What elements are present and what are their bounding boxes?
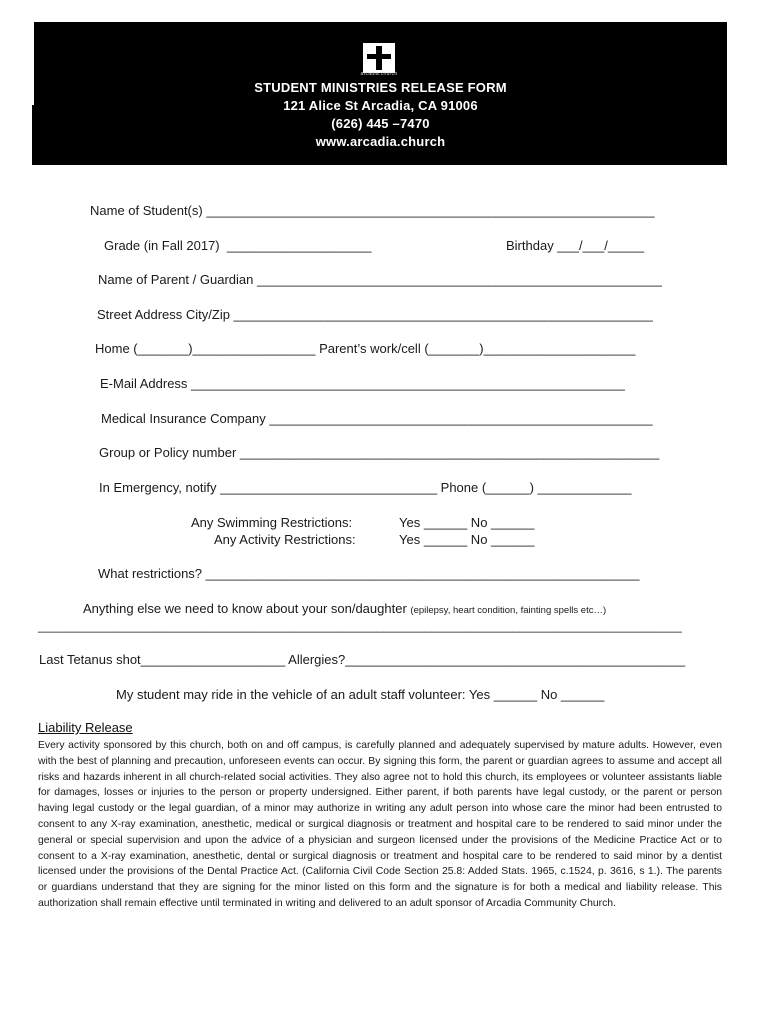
student-name-field[interactable]: Name of Student(s) ______________________________________________________________ [90, 203, 655, 218]
birthday-field[interactable]: Birthday ___/___/_____ [506, 238, 645, 253]
emergency-contact-field[interactable]: In Emergency, notify ______________________________ Phone (______) _____________ [99, 480, 632, 495]
policy-number-field[interactable]: Group or Policy number __________________________________________________________ [99, 445, 660, 460]
anything-else-line[interactable]: _______________________________________________________________________________________________ [38, 619, 682, 633]
vehicle-permission-field[interactable]: My student may ride in the vehicle of an adult staff volunteer: Yes ______ No ______ [116, 687, 605, 702]
liability-release-title: Liability Release [38, 720, 133, 735]
swimming-restrictions-label: Any Swimming Restrictions: [191, 515, 353, 530]
church-website: www.arcadia.church [315, 134, 446, 149]
anything-else-label [83, 601, 606, 616]
home-phone-field[interactable]: Home (_______)_________________ Parent’s work/cell (_______)_____________________ [95, 341, 636, 356]
email-field[interactable]: E-Mail Address ____________________________________________________________ [100, 376, 625, 391]
church-phone: (626) 445 –7470 [331, 116, 430, 131]
anything-else-note: (epilepsy, heart condition, fainting spells etc…) [410, 605, 607, 616]
anything-else-text: Anything else we need to know about your son/daughter [83, 601, 407, 616]
activity-yes-no[interactable]: Yes ______ No ______ [399, 532, 535, 547]
street-address-field[interactable]: Street Address City/Zip __________________________________________________________ [97, 307, 653, 322]
church-address: 121 Alice St Arcadia, CA 91006 [283, 98, 478, 113]
tetanus-allergies-field[interactable]: Last Tetanus shot____________________ Allergies?_______________________________________________ [39, 652, 686, 667]
form-header [34, 22, 727, 165]
insurance-field[interactable]: Medical Insurance Company _____________________________________________________ [101, 411, 653, 426]
form-title: STUDENT MINISTRIES RELEASE FORM [254, 80, 507, 95]
activity-restrictions-label: Any Activity Restrictions: [214, 532, 356, 547]
swimming-yes-no[interactable]: Yes ______ No ______ [399, 515, 535, 530]
grade-field[interactable]: Grade (in Fall 2017) ____________________ [104, 238, 372, 253]
parent-name-field[interactable]: Name of Parent / Guardian ________________________________________________________ [98, 272, 662, 287]
what-restrictions-field[interactable]: What restrictions? ____________________________________________________________ [98, 566, 640, 581]
church-cross-logo-icon [363, 43, 395, 73]
logo-caption: arcadia.church [360, 71, 398, 77]
liability-release-body: Every activity sponsored by this church, both on and off campus, is carefully planned and adequately supervised by mature adults. However, even with the best of planning and precaution, unforeseen events can occur. By signing this form, the parent or guardian agrees to assume and accept all risks and hazards inherent in all church-related social activities. They also agree not to hold this church, its employees or volunteer assistants liable for damages, losses or injuries to the person or property undersigned. Either parent, if both parents have legal custody, or the parent or person having legal custody or the legal guardian, of a minor may authorize in writing any adult person into whose care the minor had been entrusted to consent to any X-ray examination, anesthetic, medical or surgical diagnosis or treatment and hospital care to be rendered to said minor under the general or special supervision and upon the advice of a physician and surgeon licensed under the provisions of the Medicine Practice Act or to consent to a X-ray examination, anesthetic, dental or surgical diagnosis or treatment and hospital care to be rendered to said minor by a dentist licensed under the provisions of the Dental Practice Act. (California Civil Code Section 25.8: Added Stats. 1965, c.1524, p. 3616, s 1.). The parents or guardians understand that they are signing for the minor listed on this form and the signature is for both a medical and liability release. This authorization shall remain effective until terminated in writing and delivered to an adult sponsor of Arcadia Community Church. [38, 740, 722, 909]
header-edge [32, 105, 35, 165]
